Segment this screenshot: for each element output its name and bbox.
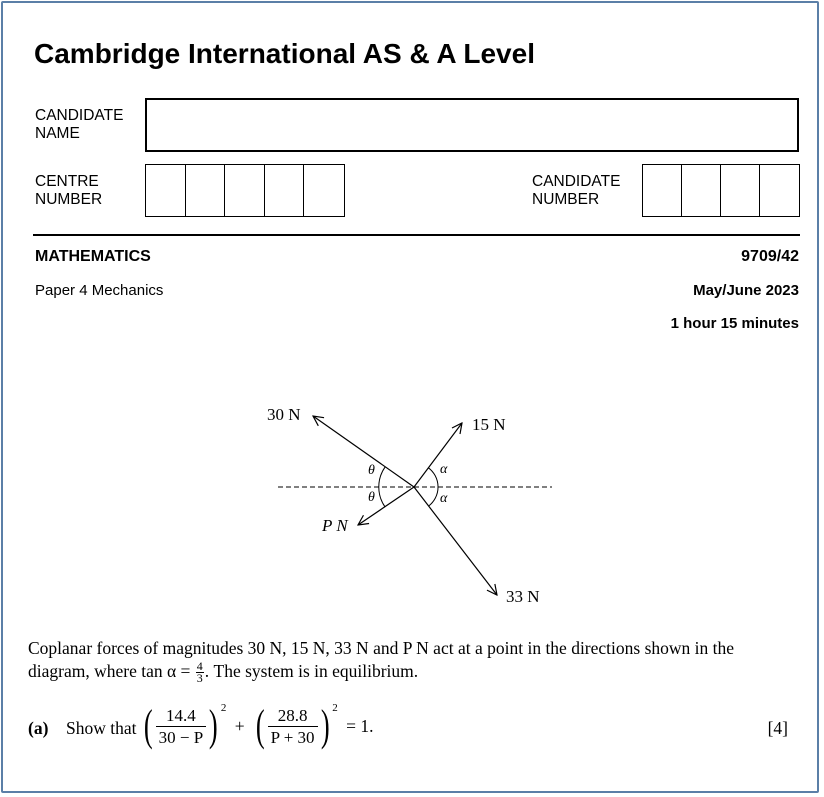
theta-label-upper: θ xyxy=(368,463,375,478)
question-line-2-end: . The system is in equilibrium. xyxy=(204,661,419,681)
force-P-arrow xyxy=(358,487,414,525)
question-line-2-start: diagram, where tan α = xyxy=(28,661,191,681)
fraction-1-denominator: 30 − P xyxy=(158,727,204,747)
question-line-1: Coplanar forces of magnitudes 30 N, 15 N, 33 N and P N act at a point in the directions shown in the xyxy=(28,638,735,658)
alpha-label-upper: α xyxy=(440,462,448,477)
left-paren-2: ( xyxy=(255,701,265,750)
force-30-label: 30 N xyxy=(267,405,301,424)
part-a-marks: [4] xyxy=(767,718,788,738)
centre-number-label-line1: CENTRE xyxy=(35,173,99,190)
left-paren-1: ( xyxy=(143,701,153,750)
page-title: Cambridge International AS & A Level xyxy=(34,38,535,69)
subject-title: MATHEMATICS xyxy=(35,248,151,265)
part-a-equation xyxy=(141,701,374,750)
part-a-text: Show that xyxy=(66,718,137,738)
exam-session: May/June 2023 xyxy=(693,282,799,299)
force-15-arrow xyxy=(414,423,462,487)
force-30-arrow xyxy=(313,416,414,487)
fraction-1-numerator: 14.4 xyxy=(156,705,207,727)
power-1: 2 xyxy=(220,702,227,714)
candidate-name-label-line1: CANDIDATE xyxy=(35,107,124,124)
force-15-label: 15 N xyxy=(472,415,506,434)
paper-code: 9709/42 xyxy=(741,248,799,265)
force-33-label: 33 N xyxy=(506,587,540,606)
equals-one: = 1. xyxy=(346,715,374,736)
alpha-label-lower: α xyxy=(440,491,448,506)
theta-label-lower: θ xyxy=(368,490,375,505)
candidate-number-label-line2: NUMBER xyxy=(532,191,600,208)
plus-sign: + xyxy=(234,715,245,736)
fraction-1 xyxy=(156,705,207,748)
right-paren-1: ) xyxy=(209,701,218,750)
part-a-label: (a) xyxy=(28,718,49,738)
force-33-arrow xyxy=(414,487,497,595)
centre-number-label-line2: NUMBER xyxy=(35,191,103,208)
force-P-label: P N xyxy=(322,516,348,535)
part-a xyxy=(28,701,798,754)
question-line-2 xyxy=(28,660,798,684)
paper-name: Paper 4 Mechanics xyxy=(35,282,164,299)
tan-numerator: 4 xyxy=(196,659,203,674)
candidate-number-label-line1: CANDIDATE xyxy=(532,173,621,190)
power-2: 2 xyxy=(332,702,338,714)
candidate-name-label-line2: NAME xyxy=(35,125,80,142)
tan-fraction xyxy=(196,661,204,684)
tan-denominator: 3 xyxy=(196,671,203,686)
fraction-2 xyxy=(268,705,318,748)
exam-duration: 1 hour 15 minutes xyxy=(670,315,799,332)
fraction-2-denominator: P + 30 xyxy=(270,727,315,747)
right-paren-2: ) xyxy=(320,701,330,750)
question-stem xyxy=(28,637,798,684)
fraction-2-numerator: 28.8 xyxy=(268,705,318,727)
